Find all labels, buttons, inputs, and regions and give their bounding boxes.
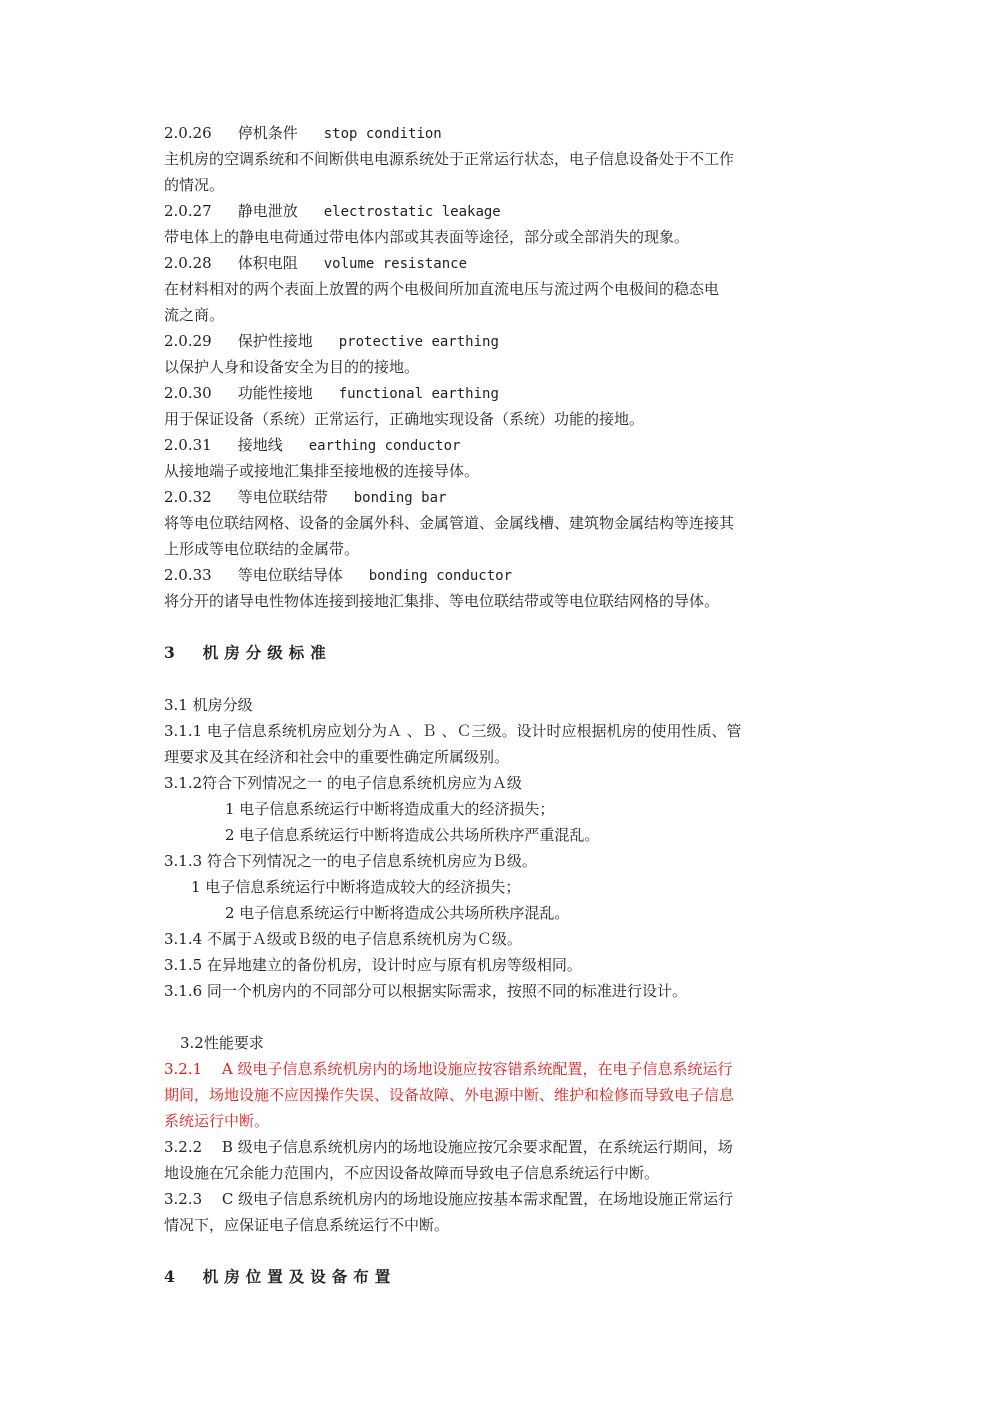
clause-3-2-1-line-2: 期间，场地设施不应因操作失误、设备故障、外电源中断、维护和检修而导致电子信息 [164, 1086, 735, 1104]
term-definition-line: 以保护人身和设备安全为目的的接地。 [164, 358, 420, 376]
term-english: earthing conductor [308, 438, 461, 454]
chapter-3-title: 机房分级标准 [202, 643, 332, 662]
chapter-4-title: 机房位置及设备布置 [202, 1267, 397, 1286]
term-heading [164, 380, 834, 406]
term-heading [164, 328, 834, 354]
section-3-2-heading: 3.2性能要求 [180, 1034, 264, 1052]
clause-3-1-1-line-1: 3.1.1 电子信息系统机房应划分为Ａ 、Ｂ 、Ｃ三级。设计时应根据机房的使用性质、管 [164, 722, 742, 740]
clause-3-1-4: 3.1.4 不属于Ａ级或Ｂ级的电子信息系统机房为Ｃ级。 [164, 930, 522, 948]
term-chinese: 接地线 [237, 436, 283, 454]
clause-3-2-2-line-2: 地设施在冗余能力范围内，不应因设备故障而导致电子信息系统运行中断。 [164, 1164, 660, 1182]
term-english: stop condition [323, 126, 442, 142]
term-code: 2.0.28 [164, 254, 212, 272]
term-chinese: 等电位联结带 [237, 488, 328, 506]
term-definition-line: 流之商。 [164, 306, 225, 324]
clause-3-2-1-line-1: 3.2.1 A 级电子信息系统机房内的场地设施应按容错系统配置，在电子信息系统运行 [164, 1060, 733, 1078]
term-english: electrostatic leakage [323, 204, 501, 220]
term-english: bonding bar [353, 490, 447, 506]
clause-3-2-1-line-3: 系统运行中断。 [164, 1112, 270, 1130]
section-3-1-heading: 3.1 机房分级 [164, 696, 253, 714]
clause-3-1-6: 3.1.6 同一个机房内的不同部分可以根据实际需求，按照不同的标准进行设计。 [164, 982, 687, 1000]
term-code: 2.0.29 [164, 332, 212, 350]
term-definition-line: 的情况。 [164, 176, 225, 194]
chapter-3-heading [164, 640, 834, 666]
document-page [164, 120, 834, 1290]
clause-3-2-2-line-1: 3.2.2 B 级电子信息系统机房内的场地设施应按冗余要求配置，在系统运行期间，场 [164, 1138, 733, 1156]
chapter-4-number: 4 [164, 1267, 181, 1286]
term-code: 2.0.33 [164, 566, 212, 584]
clause-3-2-3-line-1: 3.2.3 C 级电子信息系统机房内的场地设施应按基本需求配置，在场地设施正常运行 [164, 1190, 734, 1208]
clause-3-1-2-item-2: 2 电子信息系统运行中断将造成公共场所秩序严重混乱。 [225, 826, 600, 844]
clause-3-1-1-line-2: 理要求及其在经济和社会中的重要性确定所属级别。 [164, 748, 510, 766]
term-english: functional earthing [338, 386, 499, 402]
term-chinese: 静电泄放 [237, 202, 298, 220]
term-code: 2.0.31 [164, 436, 212, 454]
term-definition-line: 将等电位联结网格、设备的金属外科、金属管道、金属线槽、建筑物金属结构等连接其 [164, 514, 735, 532]
term-chinese: 保护性接地 [237, 332, 313, 350]
clause-3-1-5: 3.1.5 在异地建立的备份机房，设计时应与原有机房等级相同。 [164, 956, 582, 974]
term-heading [164, 432, 834, 458]
clause-3-1-2-item-1: 1 电子信息系统运行中断将造成重大的经济损失； [225, 800, 555, 818]
term-definition-line: 用于保证设备（系统）正常运行，正确地实现设备（系统）功能的接地。 [164, 410, 645, 428]
clause-3-2-3-line-2: 情况下，应保证电子信息系统运行不中断。 [164, 1216, 450, 1234]
term-code: 2.0.32 [164, 488, 212, 506]
term-heading [164, 562, 834, 588]
term-code: 2.0.27 [164, 202, 212, 220]
term-chinese: 等电位联结导体 [237, 566, 343, 584]
term-heading [164, 198, 834, 224]
term-english: volume resistance [323, 256, 468, 272]
term-english: protective earthing [338, 334, 499, 350]
term-heading [164, 484, 834, 510]
term-definition-line: 在材料相对的两个表面上放置的两个电极间所加直流电压与流过两个电极间的稳态电 [164, 280, 720, 298]
chapter-3-number: 3 [164, 643, 181, 662]
term-code: 2.0.26 [164, 124, 212, 142]
term-definition-line: 从接地端子或接地汇集排至接地极的连接导体。 [164, 462, 480, 480]
term-code: 2.0.30 [164, 384, 212, 402]
clause-3-1-3: 3.1.3 符合下列情况之一的电子信息系统机房应为Ｂ级。 [164, 852, 537, 870]
clause-3-1-3-item-1: 1 电子信息系统运行中断将造成较大的经济损失； [191, 878, 521, 896]
term-chinese: 功能性接地 [237, 384, 313, 402]
term-chinese: 体积电阻 [237, 254, 298, 272]
term-definition-line: 带电体上的静电电荷通过带电体内部或其表面等途径，部分或全部消失的现象。 [164, 228, 690, 246]
term-chinese: 停机条件 [237, 124, 298, 142]
term-definition-line: 主机房的空调系统和不间断供电电源系统处于正常运行状态，电子信息设备处于不工作 [164, 150, 735, 168]
clause-3-1-3-item-2: 2 电子信息系统运行中断将造成公共场所秩序混乱。 [225, 904, 570, 922]
term-definition-line: 将分开的诸导电性物体连接到接地汇集排、等电位联结带或等电位联结网格的导体。 [164, 592, 720, 610]
chapter-4-heading [164, 1264, 834, 1290]
term-heading [164, 120, 834, 146]
clause-3-1-2: 3.1.2符合下列情况之一 的电子信息系统机房应为Ａ级 [164, 774, 522, 792]
terms-section [164, 120, 834, 614]
term-heading [164, 250, 834, 276]
term-english: bonding conductor [368, 568, 513, 584]
term-definition-line: 上形成等电位联结的金属带。 [164, 540, 360, 558]
